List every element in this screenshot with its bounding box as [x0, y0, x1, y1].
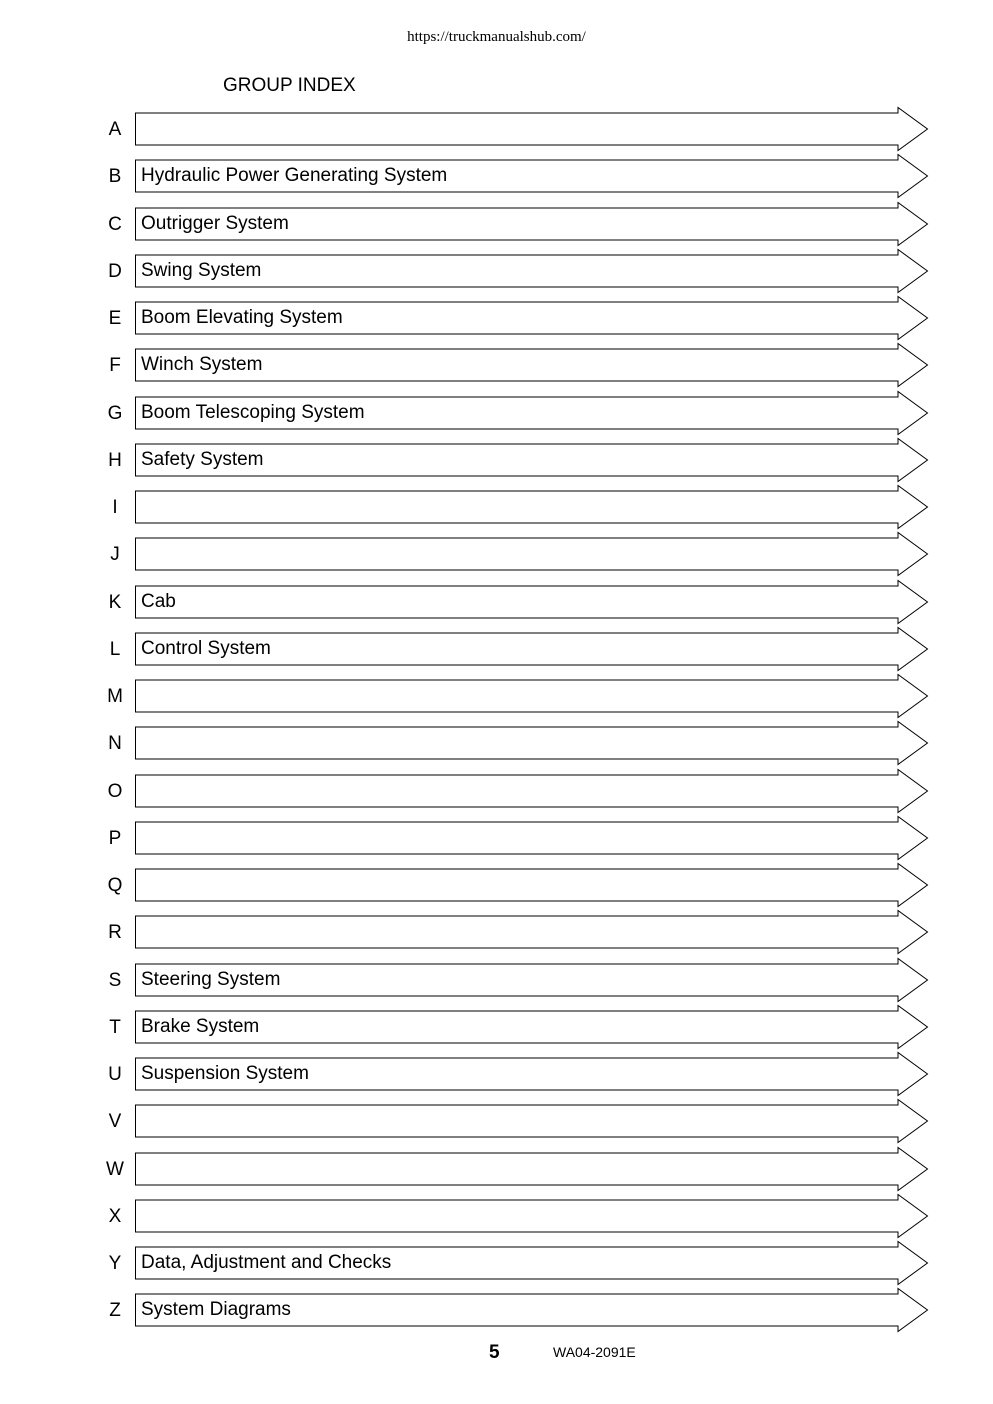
group-row[interactable] — [0, 721, 993, 765]
group-letter: Y — [108, 1253, 122, 1274]
group-row[interactable] — [0, 1052, 993, 1096]
group-label: Brake System — [141, 1016, 260, 1037]
group-tab[interactable] — [135, 1052, 929, 1096]
group-tab[interactable] — [135, 343, 929, 387]
page-title: GROUP INDEX — [223, 75, 356, 96]
arrow-tab-shape — [135, 863, 929, 907]
group-letter: U — [108, 1064, 122, 1085]
group-letter: Q — [107, 875, 123, 896]
group-row[interactable] — [0, 769, 993, 813]
group-row[interactable] — [0, 816, 993, 860]
group-letter: G — [107, 403, 123, 424]
arrow-tab-shape — [135, 580, 929, 624]
group-tab[interactable] — [135, 532, 929, 576]
group-letter: D — [108, 261, 122, 282]
group-letter: F — [109, 355, 121, 376]
group-letter: M — [107, 686, 123, 707]
group-letter: L — [109, 639, 121, 660]
group-tab[interactable] — [135, 154, 929, 198]
group-row[interactable] — [0, 1147, 993, 1191]
group-tab[interactable] — [135, 769, 929, 813]
group-row[interactable] — [0, 910, 993, 954]
group-label: Suspension System — [141, 1063, 309, 1084]
group-label: Steering System — [141, 969, 281, 990]
group-tab[interactable] — [135, 1005, 929, 1049]
group-row[interactable] — [0, 674, 993, 718]
group-row[interactable] — [0, 296, 993, 340]
group-tab[interactable] — [135, 1241, 929, 1285]
group-tab[interactable] — [135, 910, 929, 954]
group-label: System Diagrams — [141, 1299, 291, 1320]
group-row[interactable] — [0, 1194, 993, 1238]
group-letter: Z — [109, 1300, 121, 1321]
group-letter: E — [108, 308, 122, 329]
group-tab[interactable] — [135, 1194, 929, 1238]
group-label: Outrigger System — [141, 213, 289, 234]
group-letter: K — [108, 592, 122, 613]
group-row[interactable] — [0, 107, 993, 151]
group-row[interactable] — [0, 958, 993, 1002]
arrow-tab-shape — [135, 107, 929, 151]
group-label: Swing System — [141, 260, 262, 281]
group-row[interactable] — [0, 627, 993, 671]
group-tab[interactable] — [135, 1099, 929, 1143]
group-label: Control System — [141, 638, 271, 659]
group-row[interactable] — [0, 343, 993, 387]
arrow-tab-shape — [135, 485, 929, 529]
group-letter: T — [109, 1017, 121, 1038]
group-label: Hydraulic Power Generating System — [141, 165, 448, 186]
group-tab[interactable] — [135, 107, 929, 151]
group-tab[interactable] — [135, 438, 929, 482]
group-tab[interactable] — [135, 296, 929, 340]
group-tab[interactable] — [135, 958, 929, 1002]
group-label: Boom Elevating System — [141, 307, 343, 328]
group-letter: H — [108, 450, 122, 471]
group-row[interactable] — [0, 863, 993, 907]
group-tab[interactable] — [135, 580, 929, 624]
group-label: Safety System — [141, 449, 264, 470]
group-row[interactable] — [0, 202, 993, 246]
group-row[interactable] — [0, 580, 993, 624]
source-url[interactable]: https://truckmanualshub.com/ — [407, 29, 586, 45]
group-row[interactable] — [0, 1099, 993, 1143]
group-letter: R — [108, 922, 122, 943]
group-letter: O — [107, 781, 123, 802]
group-label: Winch System — [141, 354, 263, 375]
group-tab[interactable] — [135, 485, 929, 529]
group-tab[interactable] — [135, 1147, 929, 1191]
group-row[interactable] — [0, 249, 993, 293]
group-row[interactable] — [0, 391, 993, 435]
arrow-tab-shape — [135, 910, 929, 954]
group-tab[interactable] — [135, 1288, 929, 1332]
group-tab[interactable] — [135, 674, 929, 718]
arrow-tab-shape — [135, 1099, 929, 1143]
arrow-tab-shape — [135, 1194, 929, 1238]
group-tab[interactable] — [135, 863, 929, 907]
group-letter: A — [108, 119, 122, 140]
group-letter: B — [108, 166, 122, 187]
group-letter: V — [108, 1111, 122, 1132]
arrow-tab-shape — [135, 532, 929, 576]
group-row[interactable] — [0, 1241, 993, 1285]
group-letter: N — [108, 733, 122, 754]
group-tab[interactable] — [135, 721, 929, 765]
group-row[interactable] — [0, 1005, 993, 1049]
group-tab[interactable] — [135, 391, 929, 435]
group-letter: W — [106, 1159, 124, 1180]
group-tab[interactable] — [135, 249, 929, 293]
group-tab[interactable] — [135, 627, 929, 671]
arrow-tab-shape — [135, 816, 929, 860]
group-letter: J — [110, 544, 120, 565]
group-letter: C — [108, 214, 122, 235]
group-label: Data, Adjustment and Checks — [141, 1252, 392, 1273]
group-row[interactable] — [0, 438, 993, 482]
group-letter: X — [108, 1206, 122, 1227]
document-code: WA04-2091E — [553, 1344, 636, 1360]
group-letter: P — [108, 828, 122, 849]
arrow-tab-shape — [135, 721, 929, 765]
group-letter: I — [112, 497, 118, 518]
arrow-tab-shape — [135, 1147, 929, 1191]
arrow-tab-shape — [135, 769, 929, 813]
group-row[interactable] — [0, 485, 993, 529]
page-number: 5 — [489, 1342, 500, 1363]
arrow-tab-shape — [135, 674, 929, 718]
group-row[interactable] — [0, 154, 993, 198]
group-row[interactable] — [0, 532, 993, 576]
group-label: Cab — [141, 591, 176, 612]
group-tab[interactable] — [135, 202, 929, 246]
group-letter: S — [108, 970, 122, 991]
group-row[interactable] — [0, 1288, 993, 1332]
group-tab[interactable] — [135, 816, 929, 860]
group-label: Boom Telescoping System — [141, 402, 365, 423]
